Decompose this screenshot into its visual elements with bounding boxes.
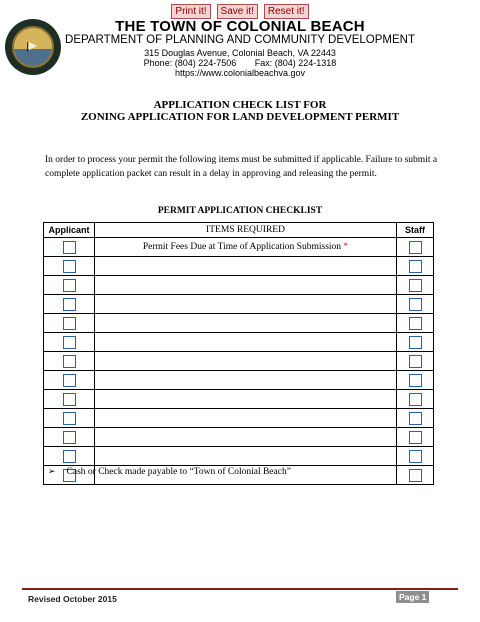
item-text: Permit Fees Due at Time of Application Submission xyxy=(142,242,342,253)
staff-checkbox[interactable] xyxy=(409,355,422,368)
document-title-line2: ZONING APPLICATION FOR LAND DEVELOPMENT PERMIT xyxy=(80,111,400,123)
checklist-row xyxy=(44,276,434,295)
payment-note xyxy=(48,467,291,477)
save-button[interactable]: Save it! xyxy=(217,4,258,19)
item-cell[interactable] xyxy=(95,447,397,466)
staff-checkbox[interactable] xyxy=(409,469,422,482)
applicant-checkbox[interactable] xyxy=(63,241,76,254)
checklist-row xyxy=(44,428,434,447)
item-cell[interactable] xyxy=(95,352,397,371)
checklist-row xyxy=(44,447,434,466)
checklist-row xyxy=(44,295,434,314)
item-cell[interactable] xyxy=(95,333,397,352)
intro-paragraph: In order to process your permit the following items must be submitted if applicable. Failure to submit a complete application packet can result in a delay in approving and releasing the permit. xyxy=(45,155,438,179)
staff-checkbox[interactable] xyxy=(409,412,422,425)
applicant-checkbox[interactable] xyxy=(63,317,76,330)
staff-checkbox[interactable] xyxy=(409,431,422,444)
staff-checkbox[interactable] xyxy=(409,393,422,406)
payment-note-text: Cash or Check made payable to “Town of Colonial Beach” xyxy=(66,467,291,477)
checklist-row xyxy=(44,352,434,371)
staff-checkbox[interactable] xyxy=(409,317,422,330)
applicant-checkbox[interactable] xyxy=(63,298,76,311)
staff-checkbox[interactable] xyxy=(409,279,422,292)
staff-checkbox[interactable] xyxy=(409,374,422,387)
checklist-row xyxy=(44,371,434,390)
applicant-header: Applicant xyxy=(44,223,95,238)
contact-line xyxy=(0,58,480,68)
item-cell[interactable] xyxy=(95,295,397,314)
address: 315 Douglas Avenue, Colonial Beach, VA 22443 xyxy=(144,48,336,58)
arrow-bullet-icon: ➢ xyxy=(48,467,56,477)
item-cell[interactable] xyxy=(95,428,397,447)
staff-checkbox[interactable] xyxy=(409,450,422,463)
checklist-row xyxy=(44,314,434,333)
item-cell[interactable] xyxy=(95,371,397,390)
reset-button[interactable]: Reset it! xyxy=(264,4,309,19)
fax-number: Fax: (804) 224-1318 xyxy=(254,58,337,68)
applicant-checkbox[interactable] xyxy=(63,336,76,349)
applicant-checkbox[interactable] xyxy=(63,393,76,406)
staff-checkbox[interactable] xyxy=(409,241,422,254)
item-cell[interactable] xyxy=(95,390,397,409)
checklist-row xyxy=(44,390,434,409)
print-button[interactable]: Print it! xyxy=(171,4,210,19)
page-number: Page 1 xyxy=(396,591,429,603)
form-toolbar xyxy=(0,1,480,19)
applicant-checkbox[interactable] xyxy=(63,431,76,444)
staff-header: Staff xyxy=(397,223,434,238)
applicant-checkbox[interactable] xyxy=(63,374,76,387)
staff-checkbox[interactable] xyxy=(409,260,422,273)
department-name: DEPARTMENT OF PLANNING AND COMMUNITY DEVELOPMENT xyxy=(65,34,415,46)
website-link[interactable]: https://www.colonialbeachva.gov xyxy=(174,68,306,78)
phone-number: Phone: (804) 224-7506 xyxy=(143,58,237,68)
applicant-checkbox[interactable] xyxy=(63,260,76,273)
item-cell[interactable] xyxy=(95,257,397,276)
checklist-header-row xyxy=(44,223,434,238)
items-required-header: ITEMS REQUIRED xyxy=(95,223,397,238)
checklist-row xyxy=(44,257,434,276)
staff-checkbox[interactable] xyxy=(409,298,422,311)
checklist-row xyxy=(44,409,434,428)
revision-date: Revised October 2015 xyxy=(28,594,117,604)
item-cell[interactable] xyxy=(95,314,397,333)
required-asterisk: * xyxy=(343,242,349,253)
checklist-title: PERMIT APPLICATION CHECKLIST xyxy=(157,206,323,216)
item-cell[interactable] xyxy=(95,276,397,295)
document-title-line1: APPLICATION CHECK LIST FOR xyxy=(153,99,327,111)
item-cell[interactable] xyxy=(95,238,397,257)
checklist-row xyxy=(44,333,434,352)
checklist-row xyxy=(44,238,434,257)
town-title: THE TOWN OF COLONIAL BEACH xyxy=(115,18,365,35)
checklist-table xyxy=(43,222,434,485)
applicant-checkbox[interactable] xyxy=(63,355,76,368)
footer-rule xyxy=(22,588,458,590)
staff-checkbox[interactable] xyxy=(409,336,422,349)
applicant-checkbox[interactable] xyxy=(63,412,76,425)
item-cell[interactable] xyxy=(95,409,397,428)
applicant-checkbox[interactable] xyxy=(63,450,76,463)
applicant-checkbox[interactable] xyxy=(63,279,76,292)
